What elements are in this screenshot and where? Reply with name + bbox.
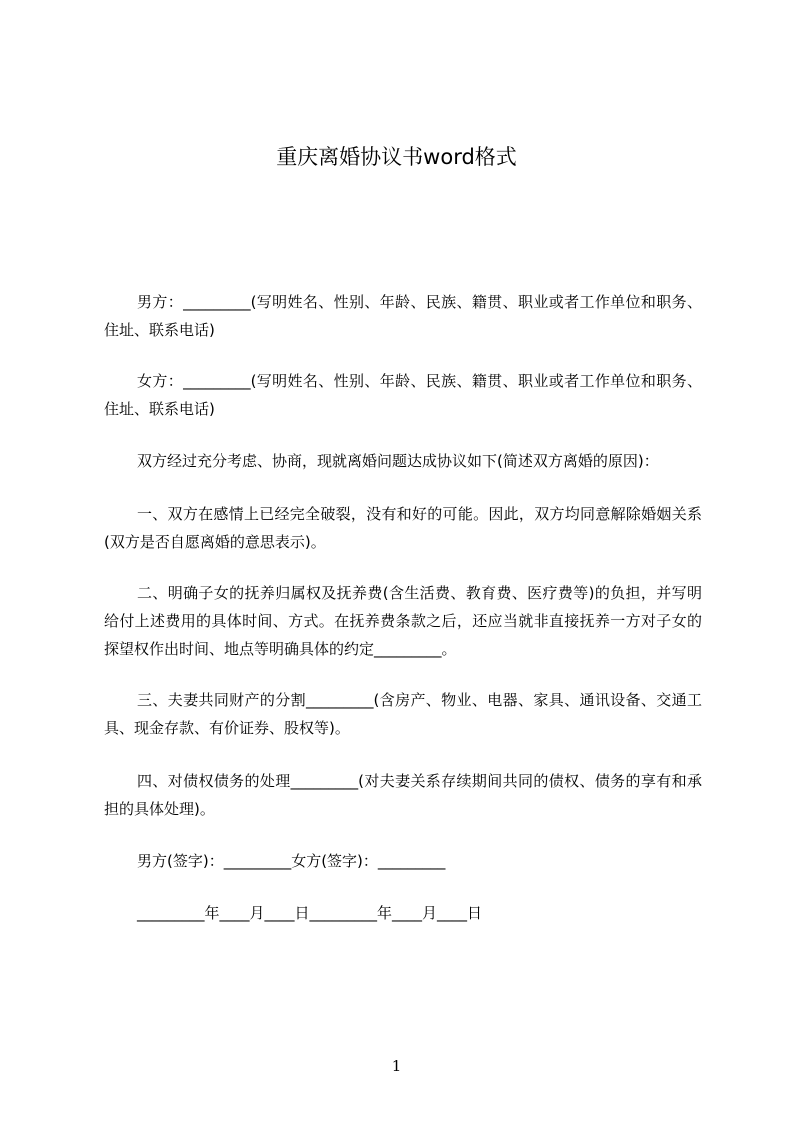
paragraph-clause-4: 四、对债权债务的处理_________(对夫妻关系存续期间共同的债权、债务的享有和承担的具体处理)。: [104, 772, 702, 818]
paragraph-female-party: 女方：_________(写明姓名、性别、年龄、民族、籍贯、职业或者工作单位和职务、住址、联系电话): [104, 372, 702, 418]
paragraph-agreement-intro: 双方经过充分考虑、协商，现就离婚问题达成协议如下(简述双方离婚的原因)：: [137, 452, 659, 470]
paragraph-clause-1: 一、双方在感情上已经完全破裂，没有和好的可能。因此，双方均同意解除婚姻关系(双方是否自愿离婚的意思表示)。: [104, 505, 702, 551]
document-title: 重庆离婚协议书word格式: [276, 145, 517, 169]
paragraph-clause-3: 三、夫妻共同财产的分割_________(含房产、物业、电器、家具、通讯设备、交通工具、现金存款、有价证券、股权等)。: [104, 691, 702, 737]
signature-line: 男方(签字)：_________女方(签字)：_________: [137, 852, 446, 870]
paragraph-male-party: 男方：_________(写明姓名、性别、年龄、民族、籍贯、职业或者工作单位和职务、住址、联系电话): [104, 293, 702, 339]
paragraph-clause-2: 二、明确子女的抚养归属权及抚养费(含生活费、教育费、医疗费等)的负担，并写明给付上述费用的具体时间、方式。在抚养费条款之后，还应当就非直接抚养一方对子女的探望权作出时间、地点等明确具体的约定_________。: [104, 584, 702, 658]
date-line: _________年____月____日_________年____月____日: [137, 904, 483, 922]
page-number: 1: [391, 1057, 402, 1075]
